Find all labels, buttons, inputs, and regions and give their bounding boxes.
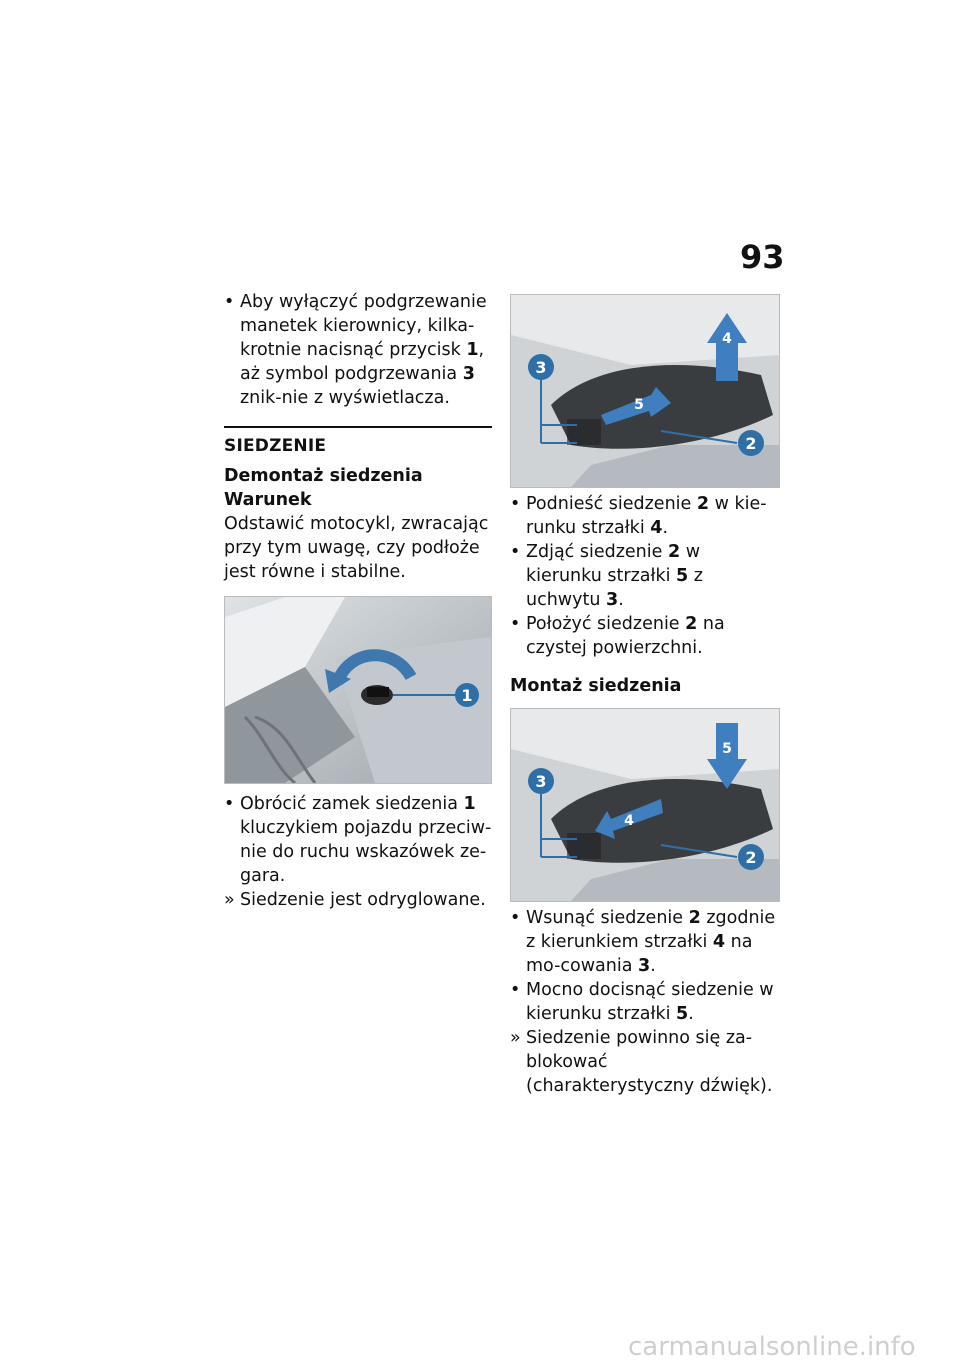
condition-text: Odstawić motocykl, zwracając przy tym uwagę, czy podłoże jest równe i stabilne. — [224, 514, 489, 582]
item-text: . — [650, 956, 656, 976]
section-title: SIEDZENIE — [224, 436, 327, 456]
condition-title: Warunek — [224, 490, 312, 510]
result-mark: » — [224, 890, 235, 910]
ref-number: 2 — [688, 908, 701, 928]
item-text: Aby wyłączyć podgrzewanie manetek kierownicy, kilka-krotnie nacisnąć przycisk — [240, 292, 487, 360]
ref-number: 2 — [667, 542, 681, 562]
callout-label: 2 — [745, 848, 757, 867]
seat-install-illustration — [511, 709, 779, 901]
ref-number: 3 — [462, 364, 475, 384]
item-text: na mo-cowania — [526, 932, 753, 976]
ref-number: 3 — [606, 590, 619, 610]
ref-number: 1 — [463, 794, 476, 814]
section-divider — [224, 426, 492, 428]
item-text: kluczykiem pojazdu przeciw-nie do ruchu wskazówek ze-gara. — [240, 818, 492, 886]
seat-removal-illustration — [511, 295, 779, 487]
seat-lock-illustration — [225, 597, 491, 783]
item-text: , aż symbol podgrzewania — [240, 340, 485, 384]
ref-number: 2 — [696, 494, 710, 514]
item-text: Siedzenie powinno się za-blokować (charakterystyczny dźwięk). — [526, 1028, 773, 1096]
bullet-mark: • — [510, 542, 521, 562]
result-item — [510, 1026, 780, 1098]
item-text: Siedzenie jest odryglowane. — [240, 890, 486, 910]
item-text: zgodnie z kierunkiem strzałki — [526, 908, 776, 952]
figure-seat-lock — [224, 596, 492, 784]
item-text: Obrócić zamek siedzenia — [240, 794, 464, 814]
bullet-mark: • — [510, 980, 521, 1000]
callout-label: 5 — [722, 741, 732, 757]
list-item — [510, 906, 780, 978]
ref-number: 5 — [676, 1004, 689, 1024]
bullet-mark: • — [510, 908, 521, 928]
list-item — [224, 290, 492, 410]
left-column — [224, 290, 492, 912]
ref-number: 4 — [650, 518, 663, 538]
item-text: z uchwytu — [526, 566, 703, 610]
callout-label: 2 — [745, 434, 757, 453]
item-text: Mocno docisnąć siedzenie w kierunku strzałki — [526, 980, 774, 1024]
callout-label: 4 — [722, 331, 732, 347]
item-text: . — [688, 1004, 694, 1024]
callout-label: 3 — [535, 358, 547, 377]
list-item — [510, 492, 780, 540]
callout-label: 3 — [535, 772, 547, 791]
ref-number: 1 — [466, 340, 479, 360]
item-text: znik-nie z wyświetlacza. — [240, 388, 450, 408]
result-item — [224, 888, 492, 912]
callout-label: 5 — [634, 397, 644, 413]
callout-label: 4 — [624, 813, 634, 829]
bullet-mark: • — [510, 494, 521, 514]
subsection-title: Demontaż siedzenia — [224, 466, 423, 486]
bullet-mark: • — [510, 614, 521, 634]
item-text: Położyć siedzenie — [526, 614, 686, 634]
figure-seat-install — [510, 708, 780, 902]
ref-number: 4 — [712, 932, 726, 952]
ref-number: 5 — [676, 566, 689, 586]
callout-label: 1 — [461, 686, 473, 705]
item-text: w kierunku strzałki — [526, 542, 701, 586]
list-item — [510, 612, 780, 660]
item-text: Wsunąć siedzenie — [526, 908, 689, 928]
result-mark: » — [510, 1028, 521, 1048]
watermark-text: carmanualsonline.info — [628, 1332, 916, 1362]
figure-seat-removal — [510, 294, 780, 488]
list-item — [224, 792, 492, 888]
item-text: . — [618, 590, 624, 610]
item-text: . — [662, 518, 669, 538]
page-number: 93 — [740, 238, 785, 276]
bullet-mark: • — [224, 292, 235, 312]
list-item — [510, 540, 780, 612]
subsection-title: Montaż siedzenia — [510, 676, 682, 696]
item-text: Zdjąć siedzenie — [526, 542, 668, 562]
list-item — [510, 978, 780, 1026]
right-column — [510, 294, 780, 1098]
item-text: na czystej powierzchni. — [526, 614, 725, 658]
ref-number: 2 — [685, 614, 698, 634]
bullet-mark: • — [224, 794, 235, 814]
item-text: Podnieść siedzenie — [526, 494, 697, 514]
ref-number: 3 — [638, 956, 651, 976]
item-text: w kie-runku strzałki — [526, 494, 767, 538]
